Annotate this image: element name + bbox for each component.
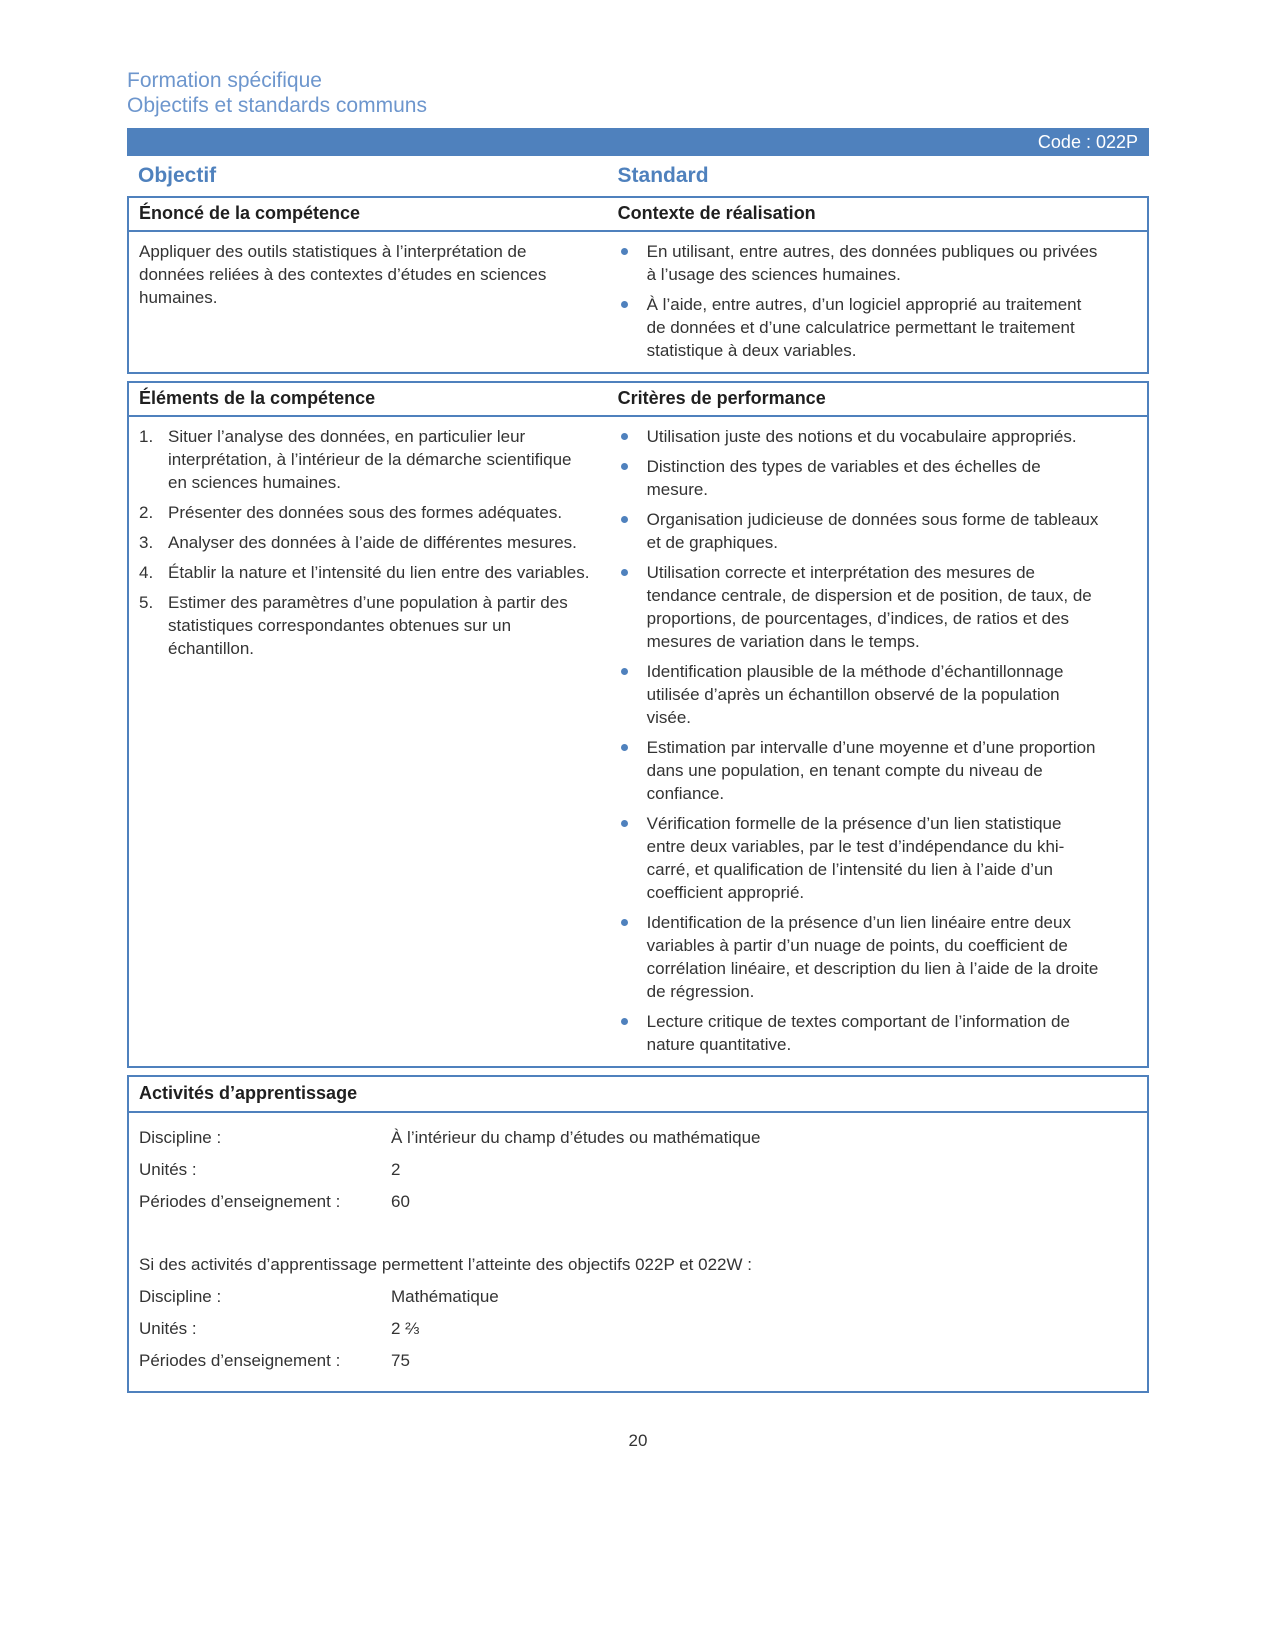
- activity-value: À l’intérieur du champ d’études ou mathématique: [391, 1128, 761, 1147]
- activity-value: 2: [391, 1160, 401, 1179]
- standard-heading: Standard: [617, 164, 709, 187]
- bullet-icon: [618, 660, 647, 729]
- bullet-icon: [618, 293, 647, 362]
- element-item-text: Établir la nature et l’intensité du lien entre des variables.: [168, 563, 590, 582]
- activity-label: Discipline :: [139, 1287, 222, 1306]
- bullet-icon: [618, 1010, 647, 1056]
- competence-table-header: [129, 198, 1147, 232]
- activity-label: Discipline :: [139, 1128, 222, 1147]
- bullet-icon: [618, 425, 647, 448]
- criteria-item-text: Utilisation correcte et interprétation des mesures de tendance centrale, de dispersion et de position, de taux, de proportions, de pourcentages, d’indices, de ratios et des mesures de variation dans le temps.: [646, 563, 1092, 651]
- activities-header: Activités d’apprentissage: [139, 1083, 358, 1103]
- activity-value: 2 ⅔: [391, 1319, 420, 1338]
- enonce-header: Énoncé de la compétence: [139, 203, 361, 223]
- criteria-item-text: Utilisation juste des notions et du vocabulaire appropriés.: [646, 427, 1077, 446]
- element-item-number: 5.: [139, 593, 154, 612]
- activities-table-body: [129, 1113, 1147, 1391]
- criteria-item-text: Organisation judicieuse de données sous forme de tableaux et de graphiques.: [646, 510, 1099, 552]
- criteres-header: Critères de performance: [617, 388, 826, 408]
- criteria-item-text: Lecture critique de textes comportant de l’information de nature quantitative.: [646, 1012, 1070, 1054]
- page-number: 20: [628, 1431, 648, 1450]
- bullet-icon: [618, 508, 647, 554]
- activities-table: [127, 1075, 1149, 1393]
- code-bar: [127, 128, 1149, 156]
- criteria-item: [618, 455, 1099, 501]
- elements-table-body: [129, 417, 1147, 1066]
- activity-label: Périodes d’enseignement :: [139, 1351, 341, 1370]
- criteria-item-text: Distinction des types de variables et des échelles de mesure.: [646, 457, 1041, 499]
- activity-label: Unités :: [139, 1160, 197, 1179]
- bullet-icon: [618, 561, 647, 653]
- element-item-text: Situer l’analyse des données, en particulier leur interprétation, à l’intérieur de la démarche scientifique en sciences humaines.: [168, 427, 572, 492]
- element-item: [139, 561, 592, 584]
- element-item-number: 3.: [139, 533, 154, 552]
- criteria-item: [618, 736, 1099, 805]
- context-bullet-text: À l’aide, entre autres, d’un logiciel approprié au traitement de données et d’une calculatrice permettant le traitement statistique à deux variables.: [646, 295, 1082, 360]
- criteria-item-text: Vérification formelle de la présence d’un lien statistique entre deux variables, par le test d’indépendance du khi-carré, et qualification de l’intensité du lien à l’aide d’un coefficient approprié.: [646, 814, 1065, 902]
- activities-note: Si des activités d’apprentissage permettent l’atteinte des objectifs 022P et 022W :: [139, 1255, 752, 1274]
- element-item: [139, 425, 592, 494]
- activity-row: [139, 1281, 1135, 1313]
- column-headings: [127, 156, 1149, 196]
- element-item: [139, 501, 592, 524]
- activity-row: [139, 1186, 1135, 1218]
- elements-header: Éléments de la compétence: [139, 388, 376, 408]
- element-item-text: Analyser des données à l’aide de différentes mesures.: [168, 533, 577, 552]
- document-page: [127, 68, 1149, 1451]
- header-line-2: Objectifs et standards communs: [127, 94, 427, 117]
- header-line-1: Formation spécifique: [127, 69, 322, 92]
- element-item-number: 1.: [139, 427, 154, 446]
- activity-row: [139, 1345, 1135, 1377]
- activity-row: [139, 1122, 1135, 1154]
- element-item: [139, 591, 592, 660]
- contexte-cell: [618, 240, 1147, 362]
- contexte-header: Contexte de réalisation: [617, 203, 816, 223]
- criteria-item-text: Identification de la présence d’un lien linéaire entre deux variables à partir d’un nuage de points, du coefficient de corrélation linéaire, et description du lien à l’aide de la droite de régression.: [646, 913, 1099, 1001]
- element-item-text: Estimer des paramètres d’une population à partir des statistiques correspondantes obtenues sur un échantillon.: [168, 593, 568, 658]
- activity-row: [139, 1154, 1135, 1186]
- element-item-text: Présenter des données sous des formes adéquates.: [168, 503, 563, 522]
- code-label: Code : 022P: [1037, 132, 1138, 152]
- criteria-item: [618, 660, 1099, 729]
- bullet-icon: [618, 812, 647, 904]
- objectif-heading: Objectif: [138, 164, 217, 187]
- enonce-cell: [129, 240, 618, 362]
- activity-row: [139, 1313, 1135, 1345]
- criteria-item: [618, 812, 1099, 904]
- competence-table: [127, 196, 1149, 374]
- criteria-item-text: Identification plausible de la méthode d’échantillonnage utilisée d’après un échantillon observé de la population visée.: [646, 662, 1064, 727]
- activity-value: 75: [391, 1351, 410, 1370]
- criteres-cell: [618, 425, 1147, 1056]
- bullet-icon: [618, 455, 647, 501]
- criteria-item: [618, 1010, 1099, 1056]
- elements-table: [127, 381, 1149, 1068]
- context-bullet: [618, 293, 1099, 362]
- element-item: [139, 531, 592, 554]
- bullet-icon: [618, 240, 647, 286]
- competence-statement: Appliquer des outils statistiques à l’interprétation de données reliées à des contextes d’études en sciences humaines.: [139, 242, 547, 307]
- context-bullet-text: En utilisant, entre autres, des données publiques ou privées à l’usage des sciences humaines.: [646, 242, 1098, 284]
- bullet-icon: [618, 911, 647, 1003]
- criteria-item: [618, 561, 1099, 653]
- criteria-item: [618, 911, 1099, 1003]
- activity-label: Unités :: [139, 1319, 197, 1338]
- competence-table-body: [129, 232, 1147, 372]
- spacer: [139, 1218, 1135, 1249]
- context-bullet: [618, 240, 1099, 286]
- element-item-number: 2.: [139, 503, 154, 522]
- criteria-item: [618, 508, 1099, 554]
- document-header: [127, 68, 1149, 118]
- element-item-number: 4.: [139, 563, 154, 582]
- activities-table-header: [129, 1077, 1147, 1113]
- elements-table-header: [129, 383, 1147, 417]
- bullet-icon: [618, 736, 647, 805]
- elements-cell: [129, 425, 618, 1056]
- activity-value: 60: [391, 1192, 410, 1211]
- activity-label: Périodes d’enseignement :: [139, 1192, 341, 1211]
- activity-value: Mathématique: [391, 1287, 499, 1306]
- criteria-item: [618, 425, 1099, 448]
- criteria-item-text: Estimation par intervalle d’une moyenne et d’une proportion dans une population, en tenant compte du niveau de confiance.: [646, 738, 1096, 803]
